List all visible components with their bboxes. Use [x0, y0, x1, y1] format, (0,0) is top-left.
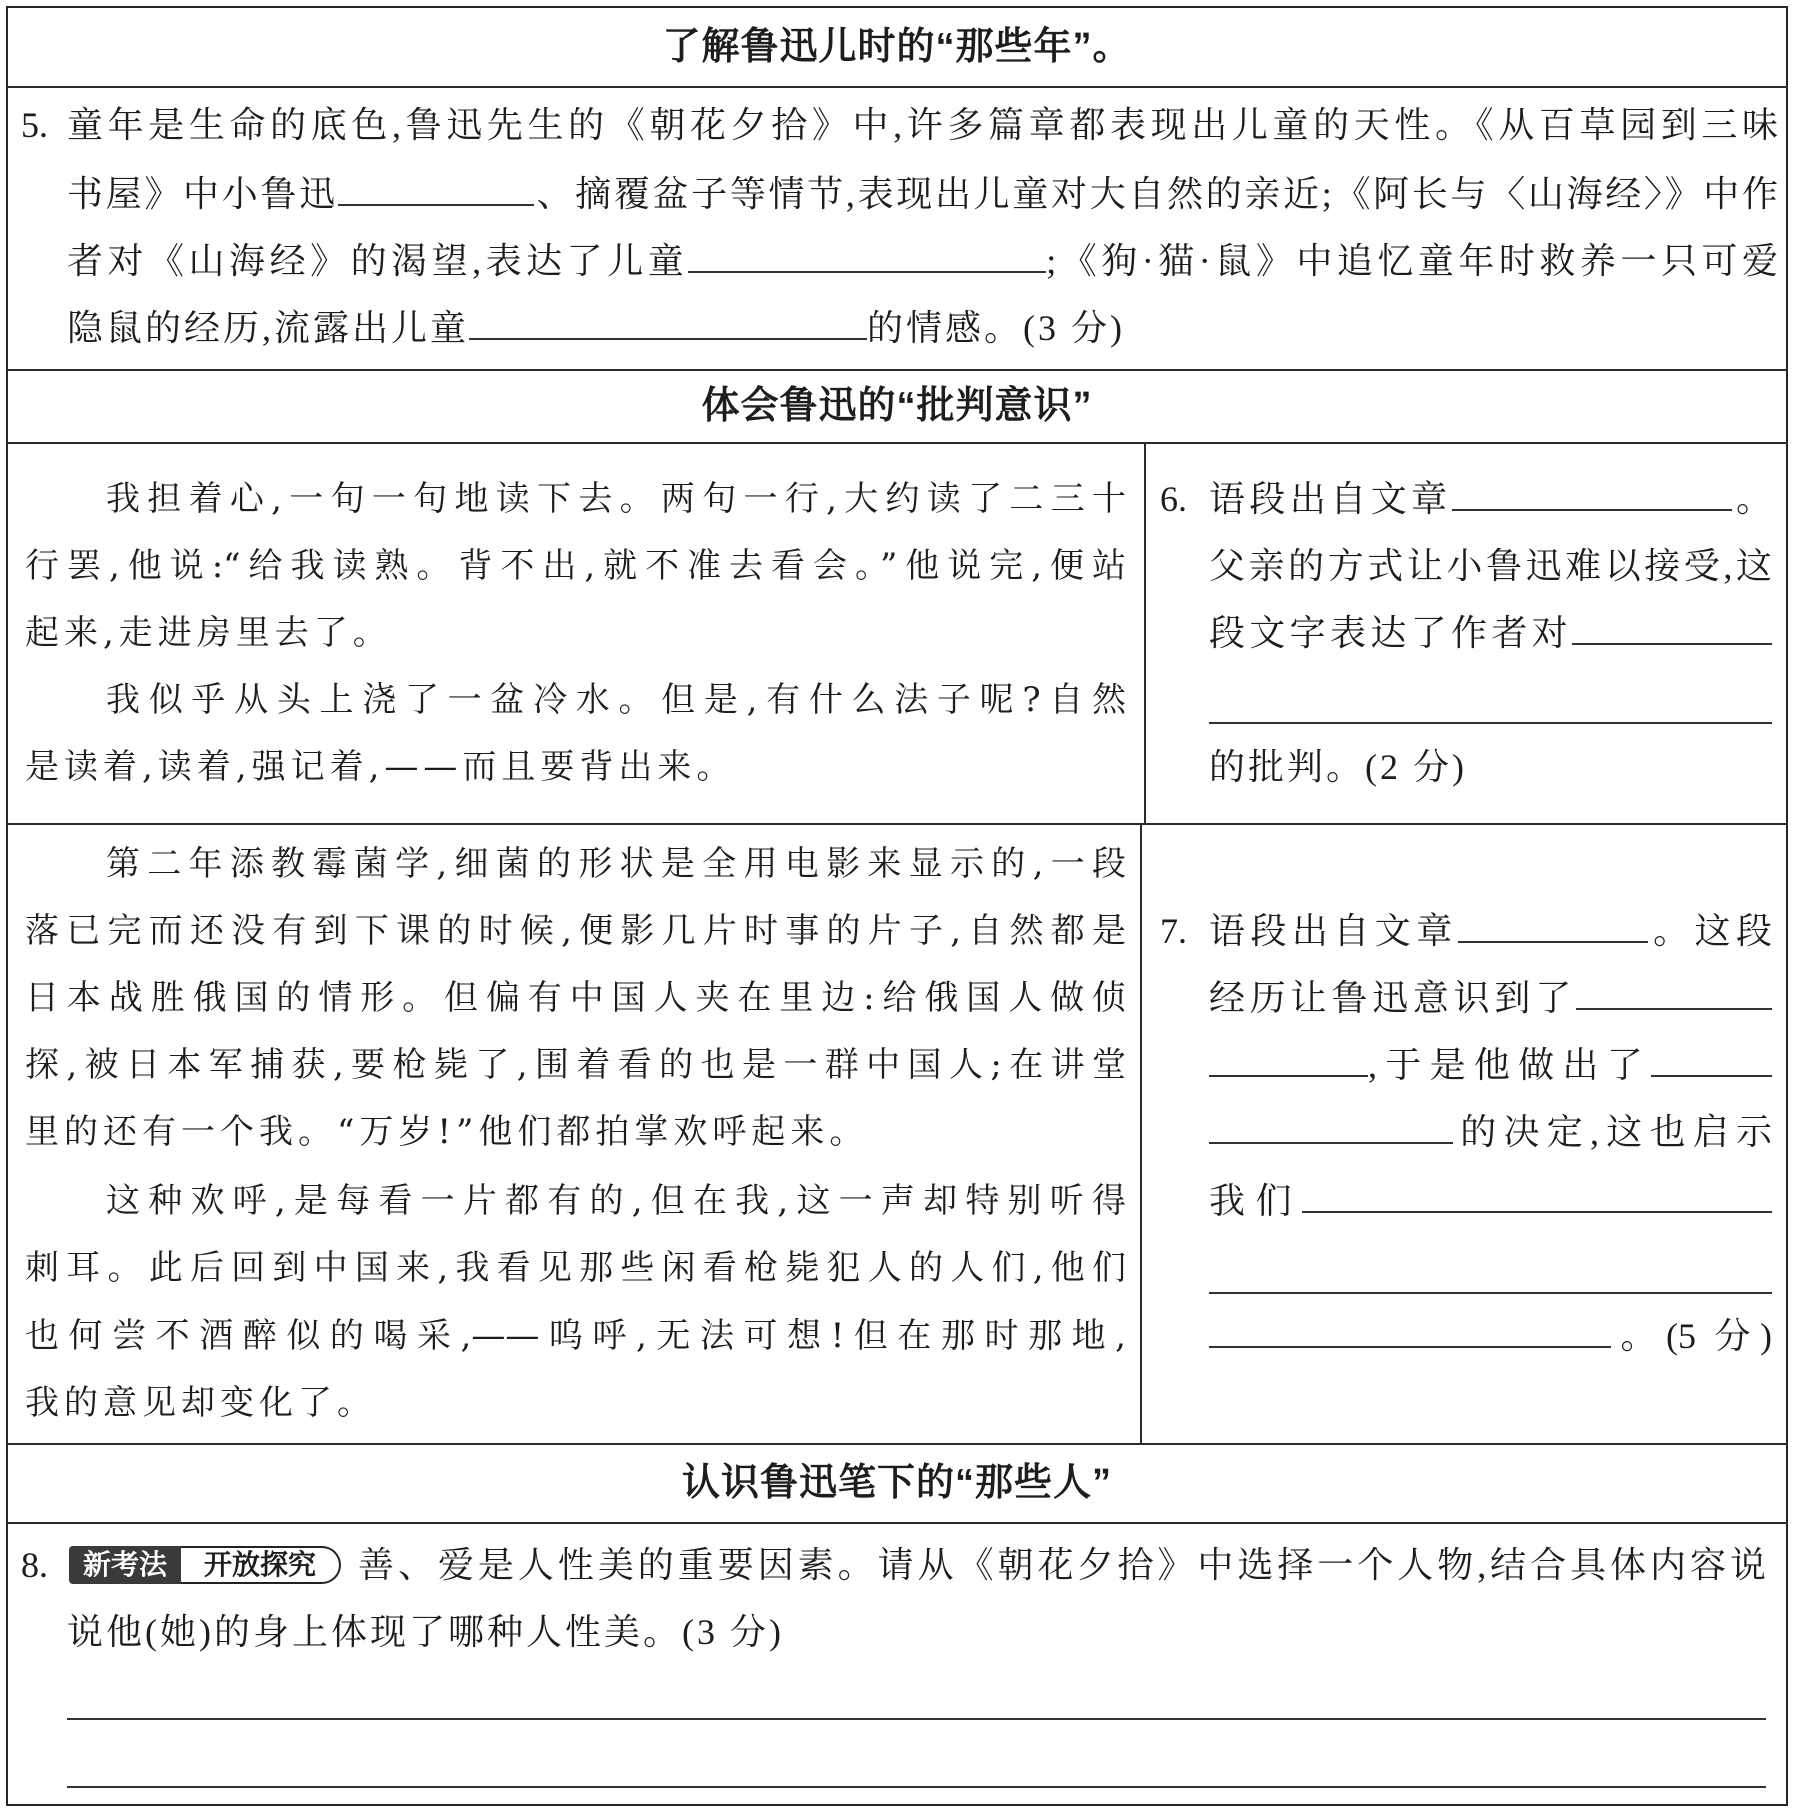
question-text: 段文字表达了作者对	[1209, 613, 1572, 653]
question-text: 隐鼠的经历,流露出儿童	[67, 308, 470, 348]
question-text: 者对《山海经》的渴望,表达了儿童	[67, 241, 689, 281]
question-line	[67, 1606, 1766, 1658]
question-line	[1209, 1039, 1772, 1091]
question-line	[1209, 607, 1772, 659]
question-text: 善、爱是人性美的重要因素。请从《朝花夕拾》中选择一个人物,结合具体内容说	[358, 1545, 1766, 1585]
divider	[6, 1522, 1788, 1524]
passage-line: 第二年添教霉菌学,细菌的形状是全用电影来显示的,一段	[106, 844, 1126, 884]
section-title: 了解鲁迅儿时的“那些年”。	[662, 26, 1132, 68]
question-text: 童年是生命的底色,鲁迅先生的《朝花夕拾》中,许多篇章都表现出儿童的天性。《从百草园到三味	[67, 105, 1778, 145]
answer-blank	[1209, 1047, 1368, 1077]
divider	[6, 86, 1788, 88]
question-text: ,于是他做出了	[1368, 1045, 1651, 1085]
passage-line: 日本战胜俄国的情形。但偏有中国人夹在里边:给俄国人做侦	[25, 978, 1126, 1018]
question-number: 6.	[1160, 479, 1187, 519]
question-line	[1209, 972, 1772, 1024]
question-type-badge: 开放探究	[181, 1546, 341, 1584]
answer-blank	[688, 243, 1046, 273]
section-title: 体会鲁迅的“批判意识”	[701, 385, 1093, 427]
new-exam-badge: 新考法	[69, 1546, 181, 1584]
section-title: 认识鲁迅笔下的“那些人”	[681, 1462, 1112, 1504]
question-line	[1209, 1106, 1772, 1158]
question-text: 。	[1731, 479, 1772, 519]
column-divider	[1140, 824, 1142, 1444]
answer-blank	[1576, 980, 1772, 1010]
question-line	[358, 1539, 1766, 1591]
passage-line: 刺耳。此后回到中国来,我看见那些闲看枪毙犯人的人们,他们	[25, 1248, 1126, 1288]
passage-line: 探,被日本军捕获,要枪毙了,围着看的也是一群中国人;在讲堂	[25, 1045, 1126, 1085]
question-text: 的决定,这也启示	[1453, 1112, 1772, 1152]
passage-line: 是读着,读着,强记着,——而且要背出来。	[25, 747, 736, 787]
divider	[6, 369, 1788, 371]
question-number: 7.	[1160, 911, 1187, 951]
question-line	[67, 99, 1778, 151]
question-text: 的批判。(2 分)	[1209, 747, 1467, 787]
answer-blank	[1209, 1318, 1611, 1348]
question-line	[1209, 905, 1772, 957]
question-line	[1209, 540, 1772, 592]
answer-line	[67, 1786, 1766, 1788]
question-text: 、摘覆盆子等情节,表现出儿童对大自然的亲近;《阿长与〈山海经〉》中作	[533, 174, 1778, 214]
question-text: 。这段	[1647, 911, 1772, 951]
question-line	[67, 302, 1778, 354]
answer-line	[1209, 722, 1772, 724]
passage-line: 也何尝不酒醉似的喝采,——呜呼,无法可想!但在那时那地,	[25, 1316, 1126, 1356]
question-text: 经历让鲁迅意识到了	[1209, 978, 1576, 1018]
divider	[6, 823, 1788, 825]
answer-blank	[1572, 615, 1772, 645]
question-text: 父亲的方式让小鲁迅难以接受,这	[1209, 546, 1772, 586]
passage-line: 行罢,他说:“给我读熟。背不出,就不准去看会。”他说完,便站	[25, 546, 1126, 586]
question-line	[1209, 473, 1772, 525]
question-line	[67, 168, 1778, 220]
question-text: 书屋》中小鲁迅	[67, 174, 338, 214]
passage-line: 我的意见却变化了。	[25, 1383, 376, 1423]
divider	[6, 1443, 1788, 1445]
question-text: 的情感。(3 分)	[867, 308, 1125, 348]
passage-line: 里的还有一个我。“万岁!”他们都拍掌欢呼起来。	[25, 1112, 869, 1152]
passage-line: 我似乎从头上浇了一盆冷水。但是,有什么法子呢?自然	[106, 680, 1126, 720]
question-text: 语段出自文章	[1209, 911, 1458, 951]
answer-blank	[1452, 481, 1732, 511]
answer-blank	[1209, 1114, 1453, 1144]
answer-line	[1209, 1292, 1772, 1294]
question-number: 5.	[21, 105, 48, 145]
question-text: 我们	[1209, 1181, 1302, 1221]
passage-line: 起来,走进房里去了。	[25, 613, 392, 653]
column-divider	[1144, 443, 1146, 824]
answer-blank	[1458, 913, 1648, 943]
passage-line: 我担着心,一句一句地读下去。两句一行,大约读了二三十	[106, 479, 1126, 519]
answer-blank	[469, 310, 867, 340]
question-text: 说他(她)的身上体现了哪种人性美。(3 分)	[67, 1612, 784, 1652]
answer-line	[67, 1718, 1766, 1720]
question-line	[1209, 1310, 1772, 1362]
question-text: 语段出自文章	[1209, 479, 1452, 519]
answer-blank	[1302, 1183, 1772, 1213]
answer-blank	[338, 176, 534, 206]
question-text: ;《狗·猫·鼠》中追忆童年时救养一只可爱	[1046, 241, 1778, 281]
question-line	[1209, 741, 1772, 793]
question-line	[1209, 1175, 1772, 1227]
question-line	[67, 235, 1778, 287]
passage-line: 这种欢呼,是每看一片都有的,但在我,这一声却特别听得	[106, 1181, 1126, 1221]
question-number: 8.	[21, 1545, 48, 1585]
passage-line: 落已完而还没有到下课的时候,便影几片时事的片子,自然都是	[25, 911, 1126, 951]
answer-blank	[1651, 1047, 1772, 1077]
divider	[6, 442, 1788, 444]
question-text: 。(5 分)	[1611, 1316, 1772, 1356]
